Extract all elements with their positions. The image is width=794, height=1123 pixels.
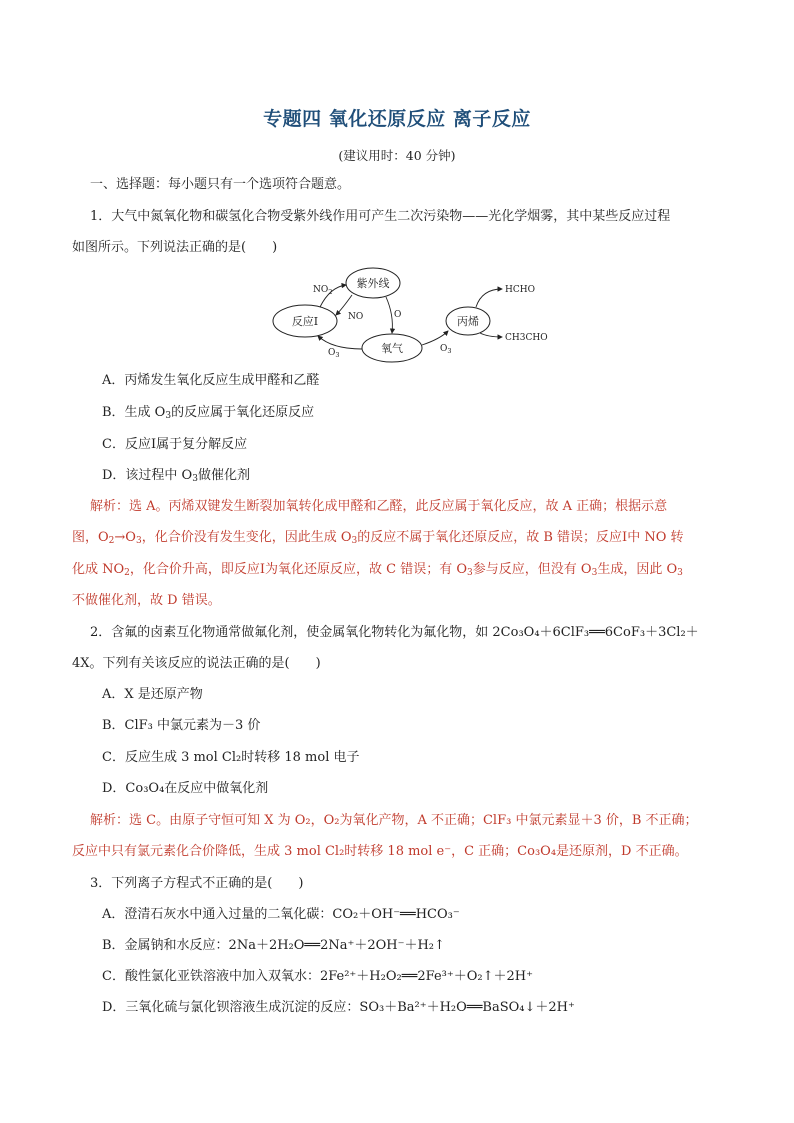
- reaction1-label: 反应Ⅰ: [291, 315, 319, 328]
- q1-analysis-line4: 不做催化剂，故 D 错误。: [72, 593, 221, 608]
- q3-option-d: D．三氧化硫与氯化钡溶液生成沉淀的反应：SO₃＋Ba²⁺＋H₂O══BaSO₄↓＋2H⁺: [102, 1000, 575, 1015]
- section-heading: 一、选择题：每小题只有一个选项符合题意。: [90, 177, 351, 192]
- arrow-propene-to-ch3cho: [480, 333, 502, 337]
- q3-option-c: C．酸性氯化亚铁溶液中加入双氧水：2Fe²⁺＋H₂O₂══2Fe³⁺＋O₂↑＋2H⁺: [102, 969, 533, 984]
- q2-option-b: B．ClF₃ 中氯元素为－3 价: [102, 718, 261, 733]
- q2-option-a: A．X 是还原产物: [102, 687, 203, 702]
- q2-option-c: C．反应生成 3 mol Cl₂时转移 18 mol 电子: [102, 750, 360, 765]
- q2-stem-line2: 4X。下列有关该反应的说法正确的是( ): [72, 656, 321, 671]
- q1-option-a: A．丙烯发生氧化反应生成甲醛和乙醛: [102, 373, 320, 388]
- q1-stem-line1: 1．大气中氮氧化物和碳氢化合物受紫外线作用可产生二次污染物——光化学烟雾，其中某些反应过程: [90, 209, 671, 224]
- q2-analysis-line2: 反应中只有氯元素化合价降低，生成 3 mol Cl₂时转移 18 mol e⁻，C 正确；Co₃O₄是还原剂，D 不正确。: [72, 844, 688, 859]
- q3-stem: 3．下列离子方程式不正确的是( ): [90, 876, 304, 891]
- label-hcho: HCHO: [505, 285, 535, 295]
- q1-analysis-line2: 图，$O_2\to O_3$，化合价没有发生变化，因此生成 $O_3$的反应不属于氧化还原反应，故 B 错误；反应Ⅰ中 NO 转: [72, 530, 684, 546]
- q1-analysis-line1: 解析：选 A。丙烯双键发生断裂加氧转化成甲醛和乙醛，此反应属于氧化反应，故 A 正确；根据示意: [90, 499, 668, 514]
- arrow-propene-to-hcho: [476, 289, 502, 307]
- q1-option-b: B．生成 $O_3$的反应属于氧化还原反应: [102, 405, 315, 421]
- uv-label: 紫外线: [356, 277, 390, 290]
- page-title: 专题四 氧化还原反应 离子反应: [263, 108, 531, 130]
- arrow-uv-to-oxygen: [386, 297, 392, 333]
- q1-option-c: C．反应Ⅰ属于复分解反应: [102, 437, 248, 452]
- propene-label: 丙烯: [457, 315, 479, 328]
- label-o3-right: $O_3$: [440, 344, 452, 355]
- label-o: O: [394, 310, 402, 320]
- oxygen-label: 氧气: [381, 342, 403, 355]
- q1-option-d: D．该过程中 $O_3$做催化剂: [102, 468, 250, 484]
- q3-option-b: B．金属钠和水反应：2Na＋2H₂O══2Na⁺＋2OH⁻＋H₂↑: [102, 938, 445, 953]
- arrow-oxygen-to-propene: [422, 331, 448, 345]
- q2-stem-line1: 2．含氟的卤素互化物通常做氟化剂，使金属氧化物转化为氟化物，如 2Co₃O₄＋6ClF₃══6CoF₃＋3Cl₂＋: [90, 625, 699, 640]
- q1-reaction-diagram: [270, 265, 560, 365]
- label-o3-left: $O_3$: [328, 348, 340, 359]
- q3-option-a: A．澄清石灰水中通入过量的二氧化碳：CO₂＋OH⁻══HCO₃⁻: [102, 907, 460, 922]
- label-no2: $NO_2$: [313, 285, 333, 296]
- q1-stem-line2: 如图所示。下列说法正确的是( ): [72, 240, 278, 255]
- suggested-time: (建议用时：40 分钟): [338, 148, 456, 163]
- q2-option-d: D．Co₃O₄在反应中做氧化剂: [102, 781, 269, 796]
- q1-analysis-line3: 化成 $NO_2$，化合价升高，即反应Ⅰ为氧化还原反应，故 C 错误；有 $O_3$参与反应，但没有 $O_3$生成，因此 $O_3$: [72, 562, 683, 578]
- q2-analysis-line1: 解析：选 C。由原子守恒可知 X 为 O₂，O₂为氧化产物，A 不正确；ClF₃ 中氯元素显＋3 价，B 不正确；: [90, 813, 698, 828]
- label-ch3cho: CH3CHO: [505, 333, 548, 343]
- label-no: NO: [348, 312, 364, 322]
- arrow-oxygen-to-reaction: [318, 336, 362, 349]
